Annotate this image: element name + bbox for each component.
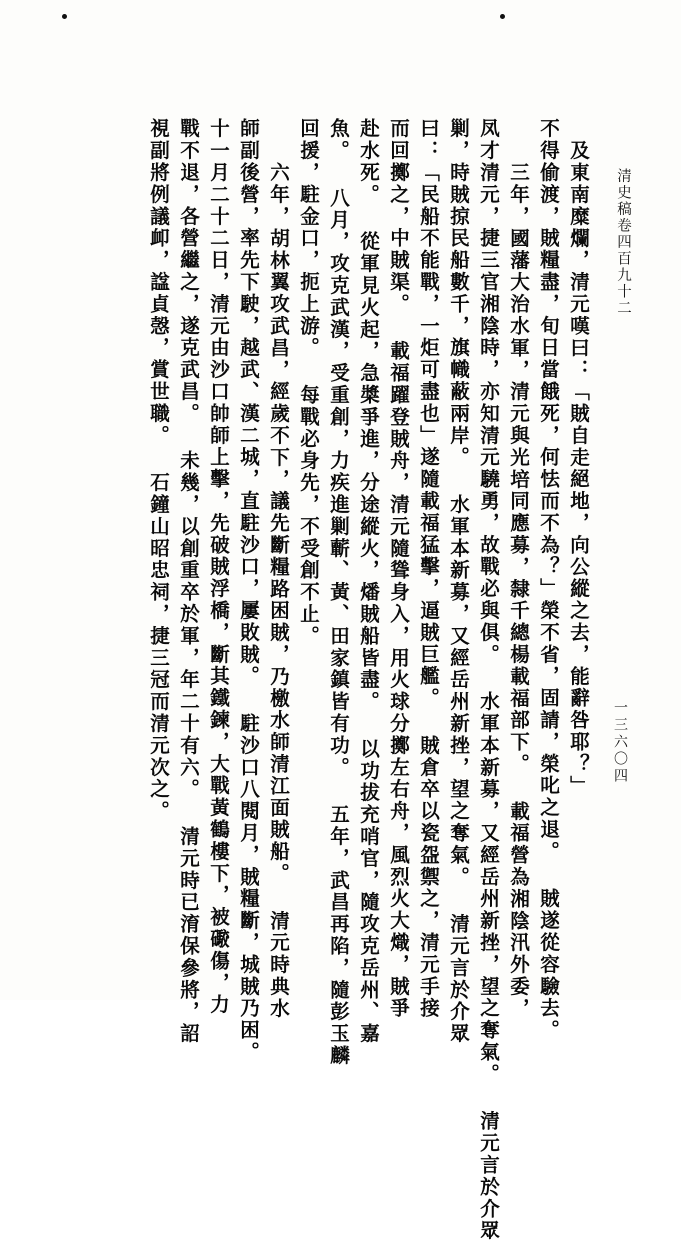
- text-column: 曰：「民船不能戰，一炬可盡也」遂隨載福猛擊，逼賊巨艦。 賊倉卒以瓷盌禦之，清元手接: [417, 118, 440, 1020]
- registration-mark-left: [62, 14, 67, 19]
- text-column: 三年，國藩大治水軍，清元與光培同應募，隸千總楊載福部下。 載福營為湘陰汛外委，: [507, 162, 530, 1020]
- page-number: 一三六〇四: [612, 700, 628, 785]
- running-head: 清史稿卷四百九十二: [615, 168, 631, 317]
- text-column: 而回擲之，中賊渠。 載福躍登賊舟，清元隨聳身入，用火球分擲左右舟，風烈火大熾，賊爭: [387, 118, 410, 1020]
- text-column: 回援，駐金口，扼上游。 每戰必身先，不受創不止。: [297, 118, 320, 648]
- text-column: 魚。 八月，攻克武漢，受重創，力疾進剿蘄、黃、田家鎮皆有功。 五年，武昌再陷，隨彭玉麟: [327, 118, 350, 1067]
- text-column: 不得偷渡，賊糧盡，旬日當餓死，何怯而不為？」榮不省，固請，榮叱之退。 賊遂從容驗去。: [537, 118, 560, 1042]
- text-column: 凤才清元，捷三官湘陰時，亦知清元驍勇，故戰必與俱。 水軍本新募，又經岳州新挫，望之奪氣。 清元言於介眾: [477, 118, 500, 1242]
- text-column: 赴水死。 從軍見火起，急槳爭進，分途縱火，燔賊船皆盡。 以功拔充哨官，隨攻克岳州、嘉: [357, 118, 380, 1045]
- text-column: 師副後營，率先下駛，越武、漢二城，直駐沙口，屢敗賊。 駐沙口八閱月，賊糧斷，城賊乃困。: [237, 118, 260, 1064]
- text-column: 視副將例議卹，諡貞愨，賞世職。 石鐘山昭忠祠，捷三冠而清元次之。: [147, 118, 170, 823]
- text-column: 及東南糜爛，清元嘆曰：「賊自走絕地，向公縱之去，能辭咎耶？」: [567, 140, 590, 797]
- text-column: 剿，時賊掠民船數千，旗幟蔽兩岸。 水軍本新募，又經岳州新挫，望之奪氣。 清元言於介眾: [447, 118, 470, 1045]
- registration-mark-right: [500, 14, 505, 19]
- text-column: 十一月二十二日，清元由沙口帥師上擊，先破賊浮橋，斷其鐵鍊，大戰黃鶴樓下，被礮傷，力: [207, 118, 230, 1016]
- text-column: 戰不退，各營繼之，遂克武昌。 未幾，以創重卒於軍，年二十有六。 清元時已淯保參將，詔: [177, 118, 200, 1045]
- vertical-text-block: [48, 118, 590, 1242]
- text-column: 六年，胡林翼攻武昌，經歲不下，議先斷糧路困賊，乃檄水師清江面賊船。 清元時典水: [267, 162, 290, 1020]
